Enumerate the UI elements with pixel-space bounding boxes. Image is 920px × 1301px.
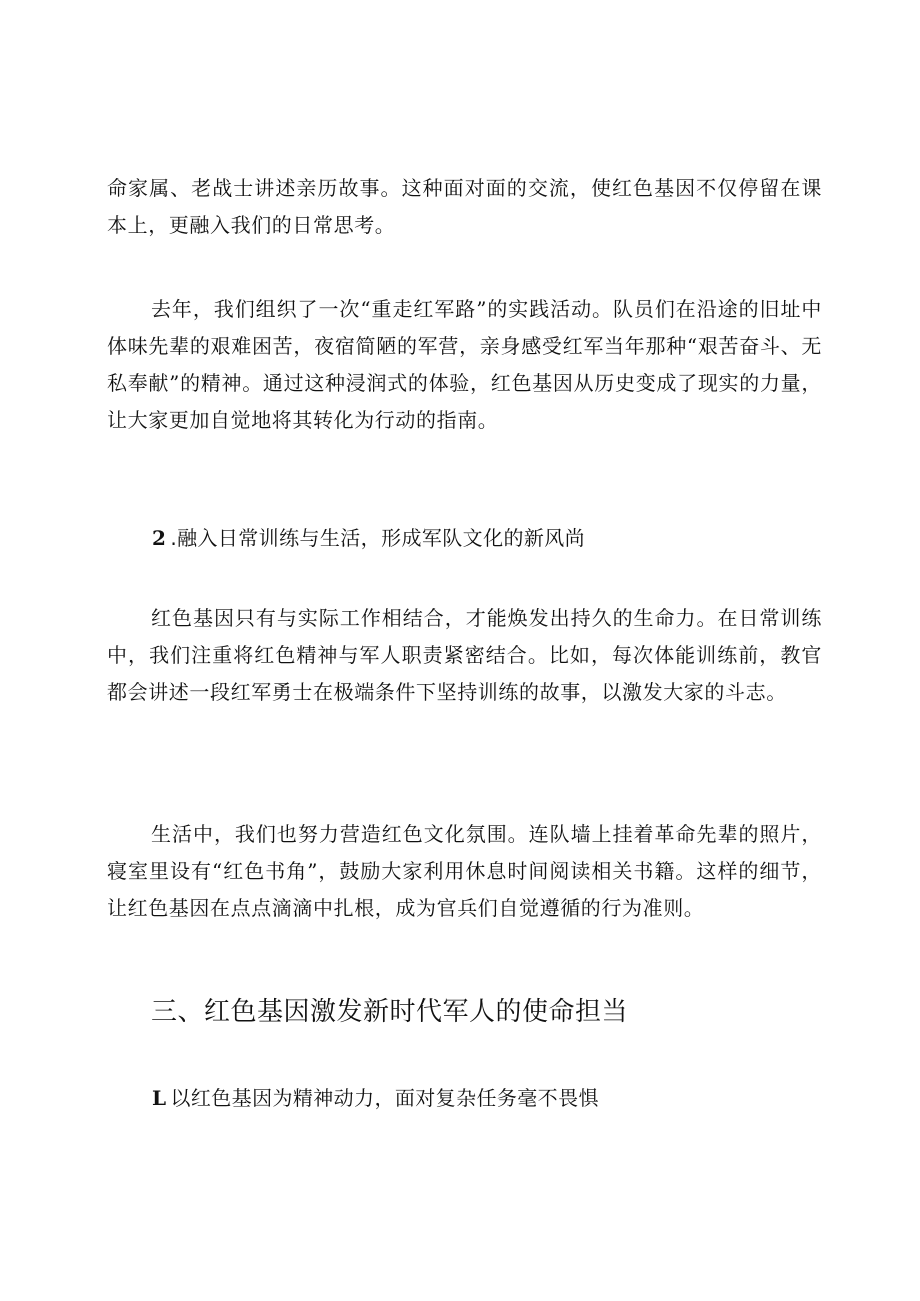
paragraph-daily-life: 生活中，我们也努力营造红色文化氛围。连队墙上挂着革命先辈的照片，寝室里设有“红色书角”，鼓励大家利用休息时间阅读相关书籍。这样的细节，让红色基因在点点滴滴中扎根，成为官兵们自觉遵循的行为准则。	[107, 822, 822, 920]
paragraph-training: 红色基因只有与实际工作相结合，才能焕发出持久的生命力。在日常训练中，我们注重将红色精神与军人职责紧密结合。比如，每次体能训练前，教官都会讲述一段红军勇士在极端条件下坚持训练的故事，以激发大家的斗志。	[107, 606, 822, 704]
section-heading: 三、红色基因激发新时代军人的使命担当	[151, 997, 629, 1027]
subheading-text: 以红色基因为精神动力，面对复杂任务毫不畏惧	[170, 1086, 599, 1110]
paragraph-red-army-road: 去年，我们组织了一次“重走红军路”的实践活动。队员们在沿途的旧址中体味先辈的艰难困苦，夜宿简陋的军营，亲身感受红军当年那种“艰苦奋斗、无私奉献”的精神。通过这种浸润式的体验，红色基因从历史变成了现实的力量，让大家更加自觉地将其转化为行动的指南。	[107, 297, 822, 432]
subheading-number: 2	[152, 526, 167, 550]
subheading-daily-training	[152, 524, 585, 552]
subheading-number: L	[152, 1086, 167, 1110]
paragraph-continuation: 命家属、老战士讲述亲历故事。这种面对面的交流，使红色基因不仅停留在课本上，更融入我们的日常思考。	[107, 176, 822, 237]
subheading-spiritual-power	[152, 1084, 599, 1112]
subheading-text: .融入日常训练与生活，形成军队文化的新风尚	[170, 526, 586, 550]
